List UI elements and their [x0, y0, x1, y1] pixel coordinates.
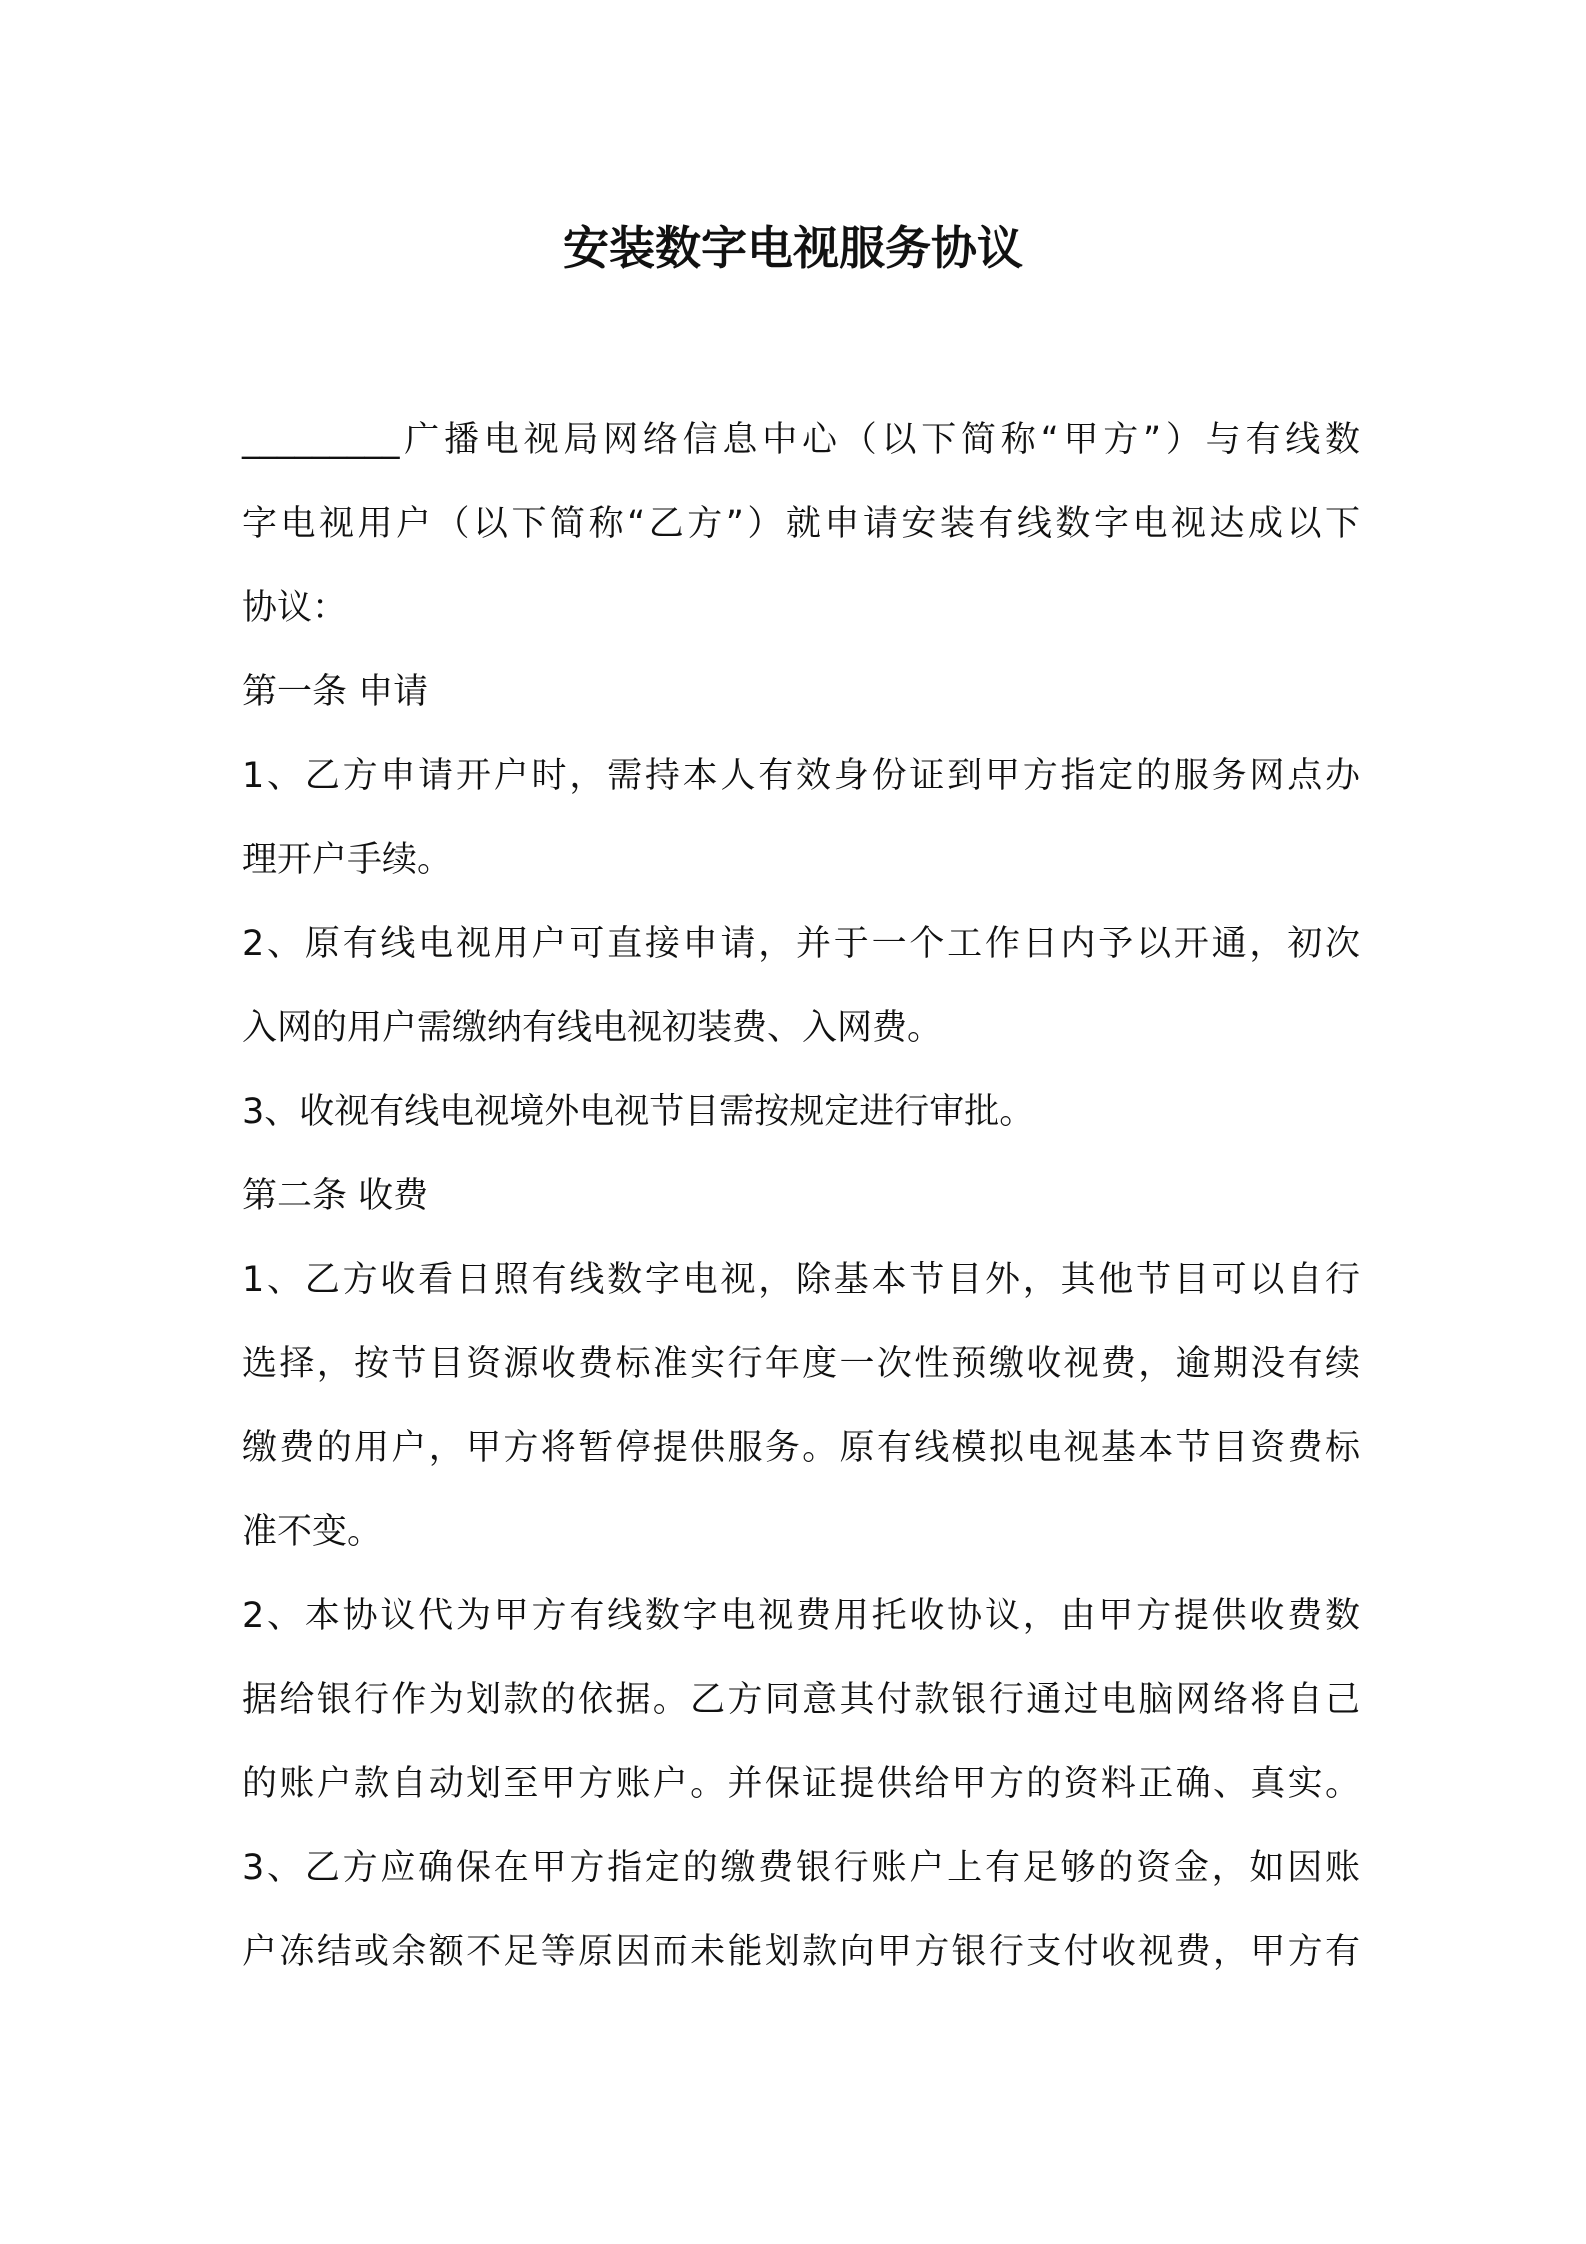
paragraph-line: 1、乙方申请开户时，需持本人有效身份证到甲方指定的服务网点办	[242, 756, 1360, 796]
paragraph-line: 户冻结或余额不足等原因而未能划款向甲方银行支付收视费，甲方有	[242, 1932, 1360, 1972]
paragraph-line: 协议：	[242, 588, 348, 628]
section-heading: 第二条 收费	[242, 1176, 429, 1216]
paragraph-line: 理开户手续。	[242, 840, 453, 880]
paragraph-line: 1、乙方收看日照有线数字电视，除基本节目外，其他节目可以自行	[242, 1260, 1360, 1300]
section-heading: 第一条 申请	[242, 672, 429, 712]
paragraph-line: 字电视用户（以下简称“乙方”）就申请安装有线数字电视达成以下	[242, 504, 1360, 544]
paragraph-line: 的账户款自动划至甲方账户。并保证提供给甲方的资料正确、真实。	[242, 1764, 1360, 1804]
paragraph-line: 3、收视有线电视境外电视节目需按规定进行审批。	[242, 1092, 1035, 1132]
paragraph-line: 选择，按节目资源收费标准实行年度一次性预缴收视费，逾期没有续	[242, 1344, 1360, 1384]
paragraph-line: 2、本协议代为甲方有线数字电视费用托收协议，由甲方提供收费数	[242, 1596, 1360, 1636]
paragraph-line: 据给银行作为划款的依据。乙方同意其付款银行通过电脑网络将自己	[242, 1680, 1360, 1720]
paragraph-line: 入网的用户需缴纳有线电视初装费、入网费。	[242, 1008, 943, 1048]
paragraph-line: 准不变。	[242, 1512, 383, 1552]
paragraph-line: 3、乙方应确保在甲方指定的缴费银行账户上有足够的资金，如因账	[242, 1848, 1360, 1888]
paragraph-line: _________广播电视局网络信息中心（以下简称“甲方”）与有线数	[242, 420, 1360, 460]
paragraph-line: 缴费的用户，甲方将暂停提供服务。原有线模拟电视基本节目资费标	[242, 1428, 1360, 1468]
document-title: 安装数字电视服务协议	[563, 221, 1023, 275]
paragraph-line: 2、原有线电视用户可直接申请，并于一个工作日内予以开通，初次	[242, 924, 1360, 964]
